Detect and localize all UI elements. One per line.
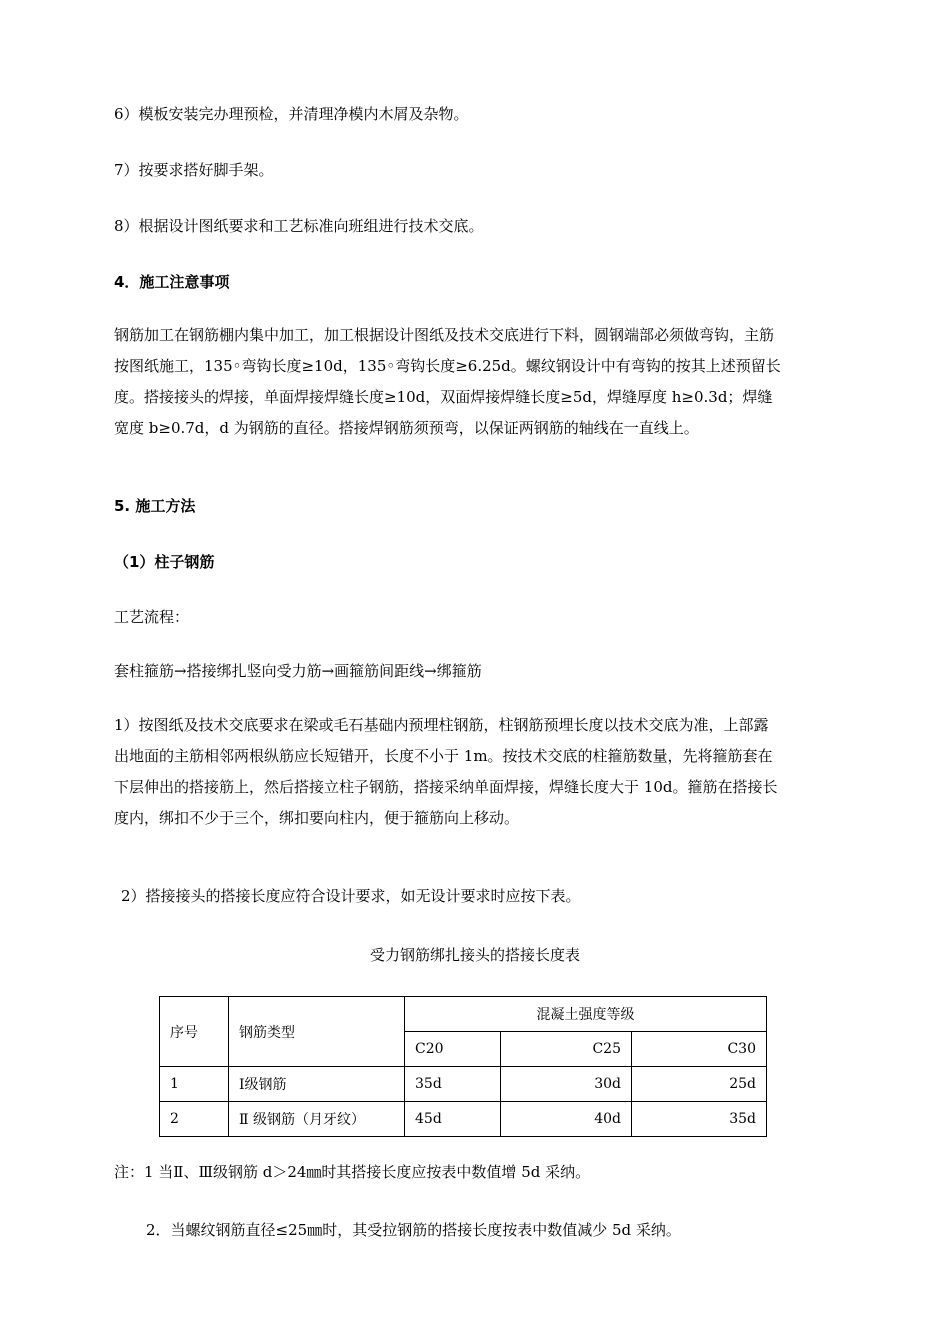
item-7: 7）按要求搭好脚手架。 (114, 161, 274, 179)
row-c20: 35d (405, 1067, 501, 1102)
row-c20: 45d (405, 1102, 501, 1137)
step-1-paragraph (114, 710, 854, 834)
process-flow: 套柱箍筋→搭接绑扎竖向受力筋→画箍筋间距线→绑箍筋 (114, 662, 482, 680)
note-1: 注：1 当Ⅱ、Ⅲ级钢筋 d＞24㎜时其搭接长度应按表中数值增 5d 采纳。 (114, 1163, 591, 1181)
section-4-paragraph (114, 320, 854, 444)
header-no: 序号 (160, 997, 229, 1067)
item-8: 8）根据设计图纸要求和工艺标准向班组进行技术交底。 (114, 217, 484, 235)
section-4-line: 宽度 b≥0.7d，d 为钢筋的直径。搭接焊钢筋须预弯，以保证两钢筋的轴线在一直线上。 (114, 419, 699, 437)
step-1-line: 出地面的主筋相邻两根纵筋应长短错开，长度不小于 1m。按技术交底的柱箍筋数量，先将箍筋套在 (114, 747, 773, 765)
section-5-heading: 5. 施工方法 (114, 497, 196, 515)
step-1-line: 度内，绑扣不少于三个，绑扣要向柱内，便于箍筋向上移动。 (114, 809, 520, 827)
step-1-line: 1）按图纸及技术交底要求在梁或毛石基础内预埋柱钢筋，柱钢筋预埋长度以技术交底为准，上部露 (114, 716, 769, 734)
row-c30: 25d (632, 1067, 767, 1102)
process-label: 工艺流程： (114, 608, 190, 626)
column-rebar-heading: （1）柱子钢筋 (114, 553, 215, 571)
header-type: 钢筋类型 (229, 997, 405, 1067)
row-no: 1 (160, 1067, 229, 1102)
grade-c20: C20 (405, 1032, 501, 1067)
step-2: 2）搭接接头的搭接长度应符合设计要求，如无设计要求时应按下表。 (121, 887, 581, 905)
header-concrete-grade: 混凝土强度等级 (405, 997, 767, 1032)
row-type: Ⅰ级钢筋 (229, 1067, 405, 1102)
section-4-heading: 4．施工注意事项 (114, 273, 230, 291)
row-c30: 35d (632, 1102, 767, 1137)
item-6: 6）模板安装完办理预检，并清理净模内木屑及杂物。 (114, 105, 469, 123)
table-row (160, 1067, 767, 1102)
table-header-row (160, 997, 767, 1032)
row-c25: 40d (501, 1102, 632, 1137)
table-caption: 受力钢筋绑扎接头的搭接长度表 (369, 946, 580, 964)
lap-length-table (159, 996, 767, 1137)
table-row (160, 1102, 767, 1137)
note-2: 2．当螺纹钢筋直径≤25㎜时，其受拉钢筋的搭接长度按表中数值减少 5d 采纳。 (146, 1221, 681, 1239)
section-4-line: 钢筋加工在钢筋棚内集中加工，加工根据设计图纸及技术交底进行下料，圆钢端部必须做弯钩，主筋 (114, 326, 775, 344)
section-4-line: 按图纸施工，135◦弯钩长度≥10d，135◦弯钩长度≥6.25d。螺纹钢设计中有弯钩的按其上述预留长 (114, 357, 781, 375)
section-4-line: 度。搭接接头的焊接，单面焊接焊缝长度≥10d，双面焊接焊缝长度≥5d，焊缝厚度 h≥0.3d；焊缝 (114, 388, 773, 406)
step-1-line: 下层伸出的搭接筋上，然后搭接立柱子钢筋，搭接采纳单面焊接，焊缝长度大于 10d。箍筋在搭接长 (114, 778, 778, 796)
row-no: 2 (160, 1102, 229, 1137)
grade-c25: C25 (501, 1032, 632, 1067)
grade-c30: C30 (632, 1032, 767, 1067)
row-type: Ⅱ 级钢筋（月牙纹） (229, 1102, 405, 1137)
row-c25: 30d (501, 1067, 632, 1102)
